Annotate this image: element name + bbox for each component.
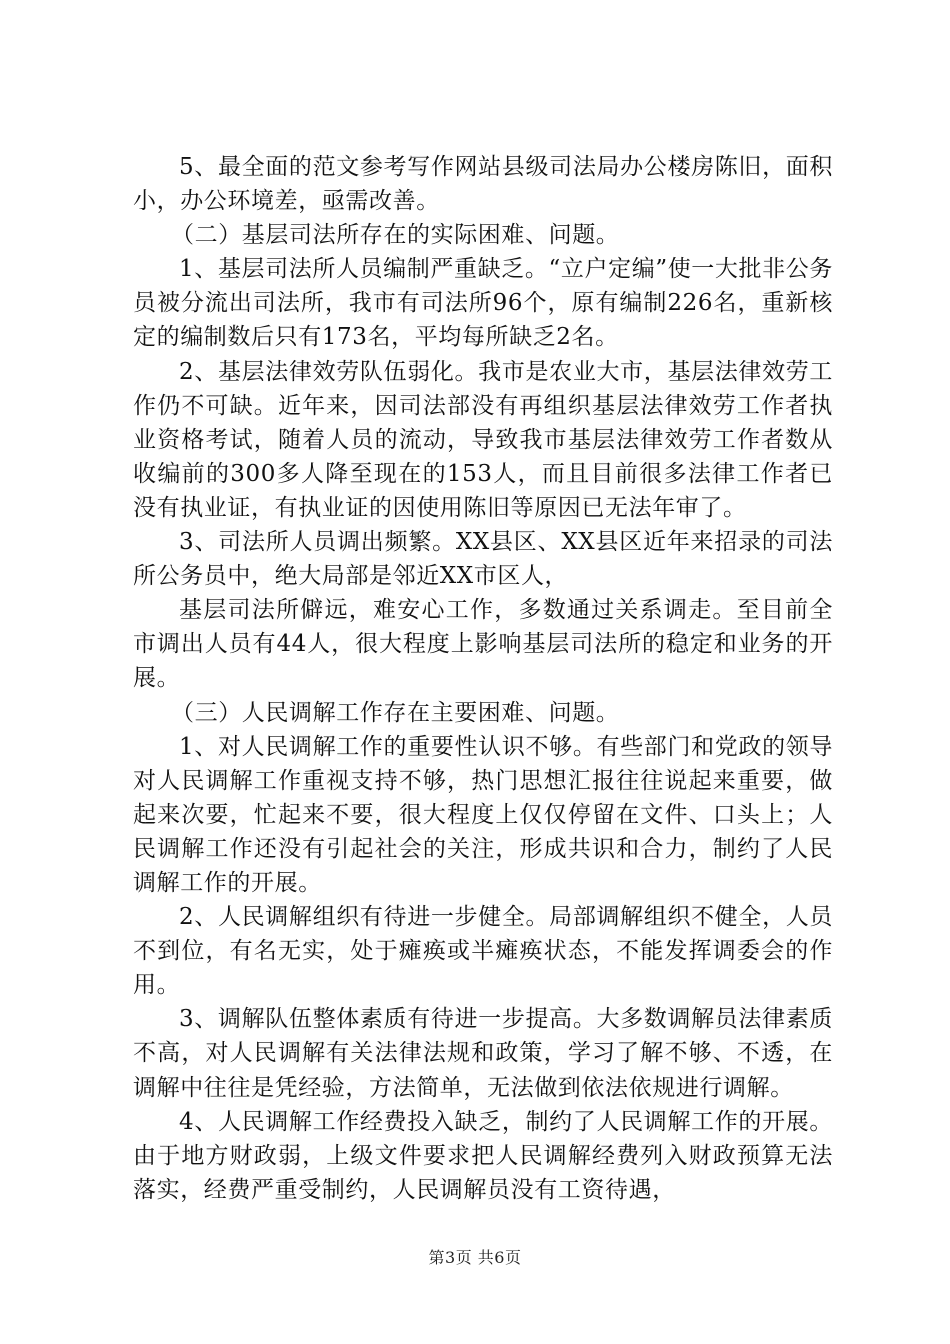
paragraph-legal-service-weakening: 2、基层法律效劳队伍弱化。我市是农业大市，基层法律效劳工作仍不可缺。近年来，因司法部没有再组织基层法律效劳工作者执业资格考试，随着人员的流动，导致我市基层法律效劳工作者数从收编前的300多人降至现在的153人，而且目前很多法律工作者已没有执业证，有执业证的因使用陈旧等原因已无法年审了。 [133, 358, 833, 521]
document-body [133, 150, 833, 1207]
paragraph-mediation-organization: 2、人民调解组织有待进一步健全。局部调解组织不健全，人员不到位，有名无实，处于瘫痪或半瘫痪状态，不能发挥调委会的作用。 [133, 904, 833, 999]
paragraph-mediator-quality: 3、调解队伍整体素质有待进一步提高。大多数调解员法律素质不高，对人民调解有关法律法规和政策，学习了解不够、不透，在调解中往往是凭经验，方法简单，无法做到依法依规进行调解。 [133, 1006, 833, 1101]
paragraph-office-building: 5、最全面的范文参考写作网站县级司法局办公楼房陈旧，面积小，办公环境差，亟需改善。 [133, 154, 833, 215]
paragraph-frequent-transfers: 3、司法所人员调出频繁。XX县区、XX县区近年来招录的司法所公务员中，绝大局部是邻近XX市区人， [133, 529, 833, 590]
section-heading-mediation: （三）人民调解工作存在主要困难、问题。 [171, 699, 620, 726]
section-heading-judicial-offices: （二）基层司法所存在的实际困难、问题。 [171, 222, 620, 249]
paragraph-mediation-funding: 4、人民调解工作经费投入缺乏，制约了人民调解工作的开展。由于地方财政弱，上级文件要求把人民调解经费列入财政预算无法落实，经费严重受制约，人民调解员没有工资待遇， [133, 1108, 833, 1203]
paragraph-mediation-awareness: 1、对人民调解工作的重要性认识不够。有些部门和党政的领导对人民调解工作重视支持不够，热门思想汇报往往说起来重要，做起来次要，忙起来不要，很大程度上仅仅停留在文件、口头上；人民调解工作还没有引起社会的关注，形成共识和合力，制约了人民调解工作的开展。 [133, 733, 833, 896]
paragraph-transfers-continued: 基层司法所僻远，难安心工作，多数通过关系调走。至目前全市调出人员有44人，很大程度上影响基层司法所的稳定和业务的开展。 [133, 597, 833, 692]
paragraph-staffing-shortage: 1、基层司法所人员编制严重缺乏。“立户定编”使一大批非公务员被分流出司法所，我市有司法所96个，原有编制226名，重新核定的编制数后只有173名，平均每所缺乏2名。 [133, 256, 833, 351]
page-number-footer: 第3页 共6页 [428, 1248, 522, 1267]
